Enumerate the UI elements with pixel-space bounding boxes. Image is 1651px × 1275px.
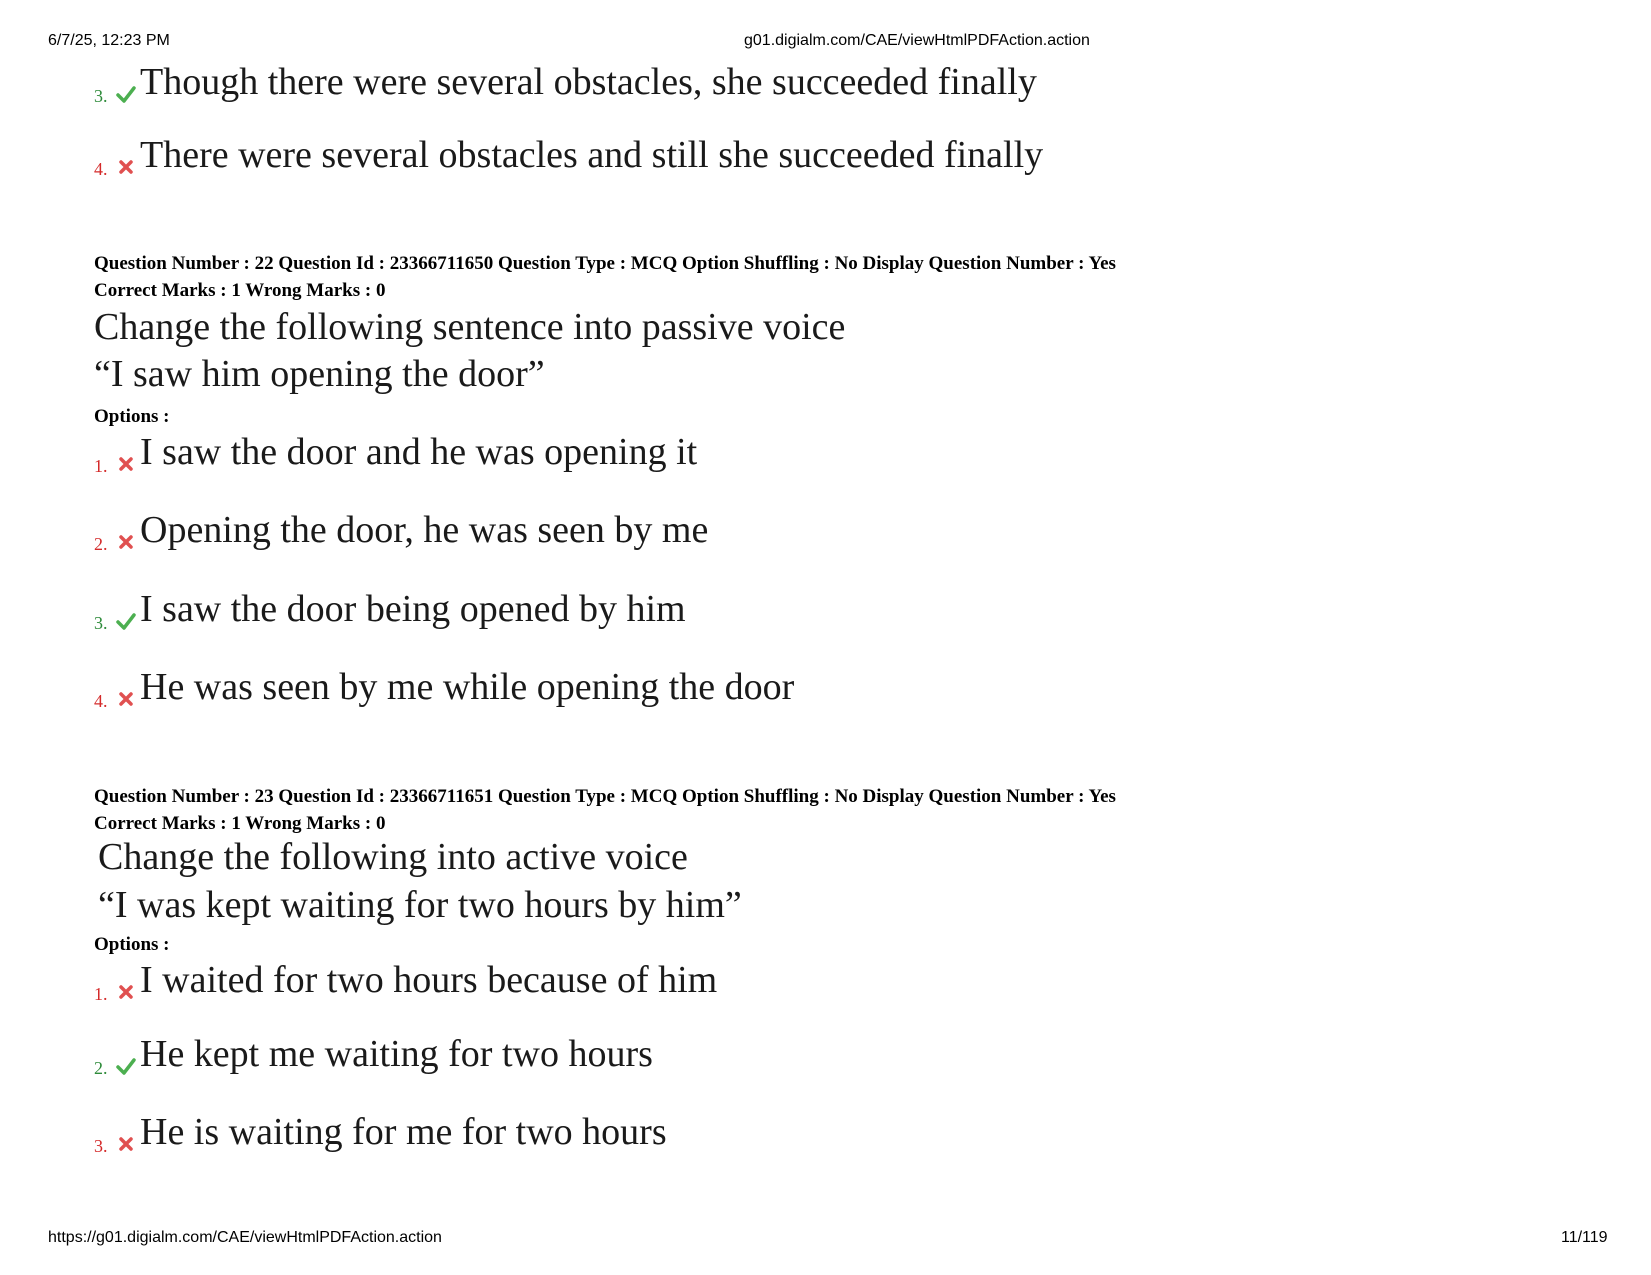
- option-number: 1.: [94, 984, 108, 1004]
- check-icon: [116, 84, 136, 104]
- marks-meta: Correct Marks : 1 Wrong Marks : 0: [94, 813, 386, 834]
- print-datetime: 6/7/25, 12:23 PM: [48, 32, 170, 49]
- check-icon: [116, 611, 136, 631]
- question-text-line2: “I was kept waiting for two hours by him”: [98, 884, 742, 926]
- marks-meta: Correct Marks : 1 Wrong Marks : 0: [94, 280, 386, 301]
- option-text: Though there were several obstacles, she succeeded finally: [140, 61, 1037, 103]
- option-text: I waited for two hours because of him: [140, 959, 718, 1001]
- options-label: Options :: [94, 934, 170, 955]
- page-number: 11/119: [1561, 1229, 1608, 1246]
- cross-icon: [116, 454, 136, 474]
- option-number: 2.: [94, 1058, 108, 1078]
- option-number: 3.: [94, 86, 108, 106]
- option-text: There were several obstacles and still she succeeded finally: [140, 134, 1044, 176]
- option-number: 1.: [94, 456, 108, 476]
- option-number: 4.: [94, 159, 108, 179]
- question-text: Change the following into active voice: [98, 836, 688, 878]
- question-meta: Question Number : 23 Question Id : 23366711651 Question Type : MCQ Option Shuffling : No Display Question Number : Yes: [94, 786, 1116, 807]
- question-meta: Question Number : 22 Question Id : 23366711650 Question Type : MCQ Option Shuffling : No Display Question Number : Yes: [94, 253, 1116, 274]
- cross-icon: [116, 1134, 136, 1154]
- option-text: Opening the door, he was seen by me: [140, 509, 709, 551]
- cross-icon: [116, 689, 136, 709]
- print-header-url: g01.digialm.com/CAE/viewHtmlPDFAction.action: [744, 32, 1090, 49]
- option-number: 3.: [94, 1136, 108, 1156]
- cross-icon: [116, 157, 136, 177]
- print-footer-url: https://g01.digialm.com/CAE/viewHtmlPDFAction.action: [48, 1229, 442, 1246]
- check-icon: [116, 1056, 136, 1076]
- option-number: 2.: [94, 534, 108, 554]
- cross-icon: [116, 982, 136, 1002]
- option-text: He kept me waiting for two hours: [140, 1033, 653, 1075]
- option-number: 3.: [94, 613, 108, 633]
- cross-icon: [116, 532, 136, 552]
- question-text: Change the following sentence into passive voice: [94, 306, 846, 348]
- options-label: Options :: [94, 406, 170, 427]
- option-text: He was seen by me while opening the door: [140, 666, 795, 708]
- option-text: I saw the door and he was opening it: [140, 431, 698, 473]
- option-text: He is waiting for me for two hours: [140, 1111, 667, 1153]
- question-text-line2: “I saw him opening the door”: [94, 353, 545, 395]
- option-text: I saw the door being opened by him: [140, 588, 686, 630]
- option-number: 4.: [94, 691, 108, 711]
